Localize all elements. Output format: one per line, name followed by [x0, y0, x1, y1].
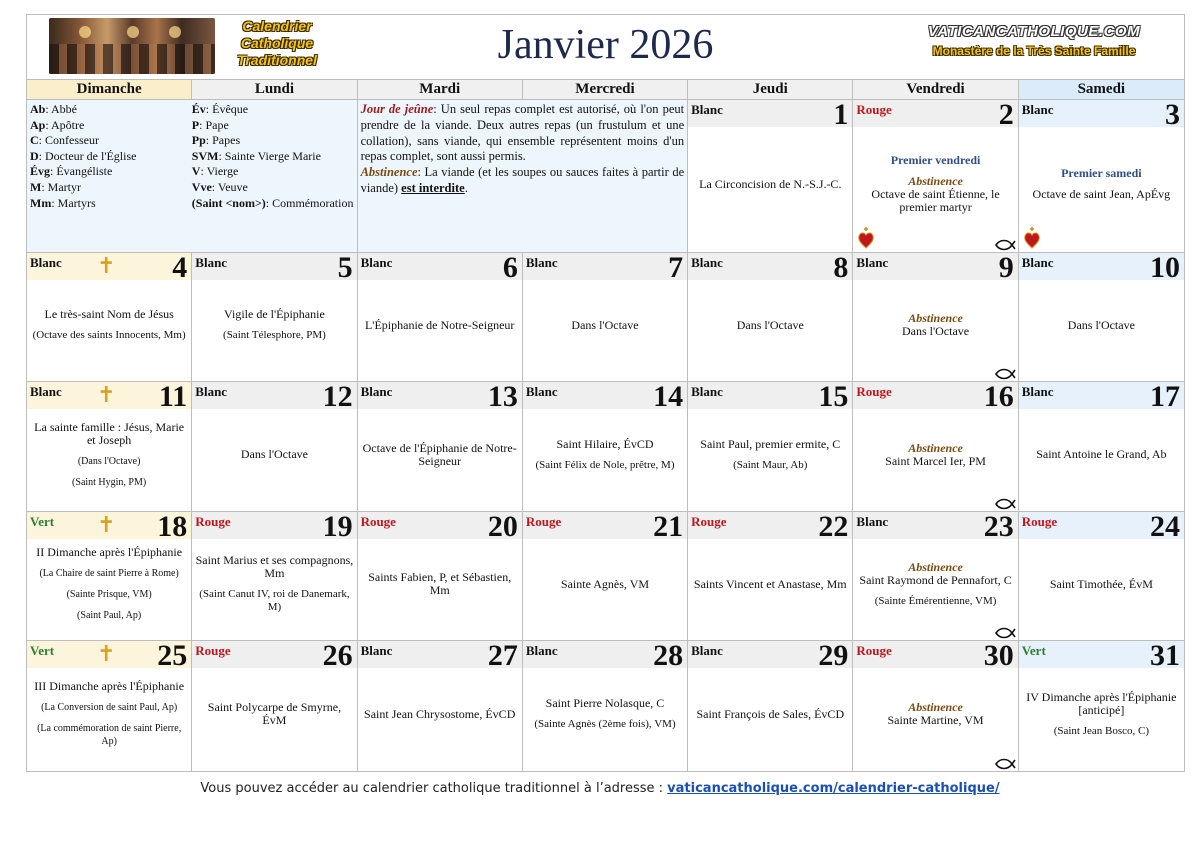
day-number: 16 [983, 382, 1014, 413]
day-cell[interactable] [27, 253, 192, 382]
special-day: Premier vendredi [890, 153, 981, 167]
abstinence-label: Abstinence [908, 440, 963, 455]
feast-block [855, 175, 1015, 214]
day-cell[interactable] [523, 641, 688, 771]
feast-name: Dans l'Octave [571, 317, 639, 332]
commemoration: (La Chaire de saint Pierre à Rome) [39, 568, 179, 579]
day-content [194, 542, 354, 626]
day-cell[interactable] [688, 382, 853, 512]
feast-name: La sainte famille : Jésus, Marie et Joseph [34, 419, 185, 447]
legend-meaning: : Évêque [205, 102, 249, 116]
liturgical-color: Rouge [691, 514, 727, 529]
day-content [690, 130, 850, 238]
feast-name: II Dimanche après l'Épiphanie [36, 545, 183, 559]
feast-block [888, 701, 984, 727]
day-number: 27 [487, 641, 518, 672]
day-number: 19 [322, 512, 353, 543]
day-cell[interactable] [192, 512, 357, 641]
liturgical-color: Blanc [360, 643, 393, 658]
legend-entry [30, 180, 192, 196]
legend-entry [192, 118, 354, 134]
feast-name: Saint Timothée, ÉvM [1049, 576, 1153, 591]
liturgical-color: Blanc [1021, 384, 1054, 399]
liturgical-color: Blanc [360, 384, 393, 399]
day-number: 7 [668, 253, 684, 284]
weekday-header: Vendredi [853, 80, 1018, 100]
footer-text: Vous pouvez accéder au calendrier catholique traditionnel à l’adresse : [200, 781, 668, 796]
day-number: 23 [983, 512, 1014, 543]
liturgical-color: Vert [1021, 643, 1046, 658]
day-cell[interactable] [192, 641, 357, 771]
legend-abbr: M [30, 179, 42, 194]
day-cell[interactable] [688, 253, 853, 382]
feast-name: Saint Pierre Nolasque, C [545, 696, 665, 710]
abstinence-forbidden: est interdite [401, 180, 465, 195]
day-cell[interactable] [358, 641, 523, 771]
feast-name: Vigile de l'Épiphanie [224, 307, 325, 321]
day-content [194, 671, 354, 757]
day-content [1021, 130, 1182, 238]
legend-meaning: : Vierge [200, 164, 239, 179]
feast-name: Saint François de Sales, ÉvCD [696, 706, 845, 721]
legend-entry [30, 196, 192, 212]
sacred-heart-icon [857, 227, 875, 249]
day-cell[interactable] [1019, 253, 1184, 382]
feast-name: III Dimanche après l'Épiphanie [34, 679, 185, 693]
feast-name: Saints Fabien, P, et Sébastien, Mm [368, 570, 512, 597]
day-cell[interactable] [523, 253, 688, 382]
legend-meaning: : Martyrs [51, 195, 96, 210]
day-content [29, 542, 189, 626]
day-number: 4 [172, 253, 188, 284]
day-cell[interactable] [1019, 641, 1184, 771]
fish-icon [994, 627, 1016, 639]
liturgical-color: Blanc [525, 643, 558, 658]
legend-abbr: C [30, 133, 39, 148]
abstinence-text: : La viande (et les soupes ou sauces faites à partir de viande) [360, 165, 685, 195]
liturgical-color: Blanc [525, 255, 558, 270]
liturgical-color: Blanc [856, 255, 889, 270]
day-content [525, 283, 685, 367]
fish-icon [994, 498, 1016, 510]
fasting-label: Jour de jeûne [360, 102, 434, 116]
fasting-rules: Jour de jeûne: Un seul repas complet est autorisé, où l'on peut prendre de la viande. Deux autres repas (un frustulum et une collation), sans viande, qui ensemble représentent moins d'un repas complet, sont aussi permis. Abstinence: La viande (et les soupes ou sauces faites à partir de viande) est interdite. [358, 100, 689, 253]
legend-entry [192, 149, 354, 165]
legend-meaning: : Abbé [45, 102, 78, 116]
day-cell[interactable] [1019, 382, 1184, 512]
feast-name: Saints Vincent et Anastase, Mm [693, 576, 847, 591]
day-number: 3 [1165, 100, 1180, 131]
day-content [360, 283, 520, 367]
feast-name: L'Épiphanie de Notre-Seigneur [364, 317, 515, 332]
day-content [1021, 412, 1182, 497]
day-content [855, 412, 1015, 497]
liturgical-color: Blanc [30, 255, 62, 270]
legend-abbr: (Saint <nom>) [191, 195, 266, 210]
day-cell[interactable] [358, 253, 523, 382]
special-day: Premier samedi [1061, 166, 1142, 180]
fish-icon [994, 368, 1016, 380]
liturgical-color: Blanc [30, 384, 62, 399]
day-cell[interactable] [1019, 512, 1184, 641]
liturgical-color: Rouge [856, 384, 892, 399]
legend-meaning: : Pape [199, 117, 229, 132]
feast-block [902, 312, 969, 338]
abstinence-label: Abstinence [908, 311, 963, 325]
legend-abbr: Vve [191, 179, 212, 194]
day-content [690, 283, 850, 367]
day-cell[interactable] [1019, 100, 1184, 253]
calendar-link[interactable]: vaticancatholique.com/calendrier-catholique/ [667, 781, 1000, 796]
day-content [855, 283, 1015, 367]
weekday-header: Jeudi [688, 80, 853, 100]
weekday-header: Mercredi [523, 80, 688, 100]
day-number: 12 [322, 382, 353, 413]
legend-entry [192, 164, 354, 180]
day-content [29, 283, 189, 367]
day-number: 5 [337, 253, 353, 284]
feast-name: Octave de saint Jean, ApÉvg [1032, 187, 1171, 201]
day-number: 11 [158, 382, 188, 413]
day-content [360, 671, 520, 757]
weekday-header: Mardi [358, 80, 523, 100]
liturgical-color: Rouge [856, 643, 892, 658]
day-cell[interactable] [192, 253, 357, 382]
liturgical-color: Rouge [360, 514, 396, 529]
liturgical-color: Blanc [525, 384, 558, 399]
day-content [690, 542, 850, 626]
legend-abbr: SVM [191, 148, 219, 163]
legend-abbr: Ap [30, 117, 46, 132]
legend-meaning: : Martyr [41, 179, 81, 194]
day-cell[interactable] [358, 382, 523, 512]
liturgical-color: Blanc [195, 255, 228, 270]
day-content [525, 542, 685, 626]
day-cell[interactable] [523, 382, 688, 512]
day-cell[interactable] [27, 641, 192, 771]
liturgical-color: Rouge [525, 514, 562, 529]
legend-abbr: P [191, 117, 200, 132]
legend-column-right [192, 102, 354, 250]
commemoration: (Saint Maur, Ab) [733, 458, 808, 471]
feast-name: IV Dimanche après l'Épiphanie [anticipé] [1026, 689, 1177, 717]
day-cell[interactable] [688, 100, 853, 253]
liturgical-color: Blanc [195, 384, 228, 399]
day-number: 21 [653, 512, 684, 543]
liturgical-color: Rouge [856, 102, 892, 117]
day-content [194, 412, 354, 497]
day-cell[interactable] [688, 512, 853, 641]
feast-name: Saint Marius et ses compagnons, Mm [195, 553, 354, 580]
site-name: VATICANCATHOLIQUE.COM [927, 23, 1141, 40]
legend-abbr: Évg [30, 164, 51, 179]
day-number: 25 [157, 641, 188, 672]
liturgical-color: Rouge [195, 514, 231, 529]
commemoration: (La commémoration de saint Pierre, Ap) [37, 723, 182, 747]
monastery-name: Monastère de la Très Sainte Famille [932, 44, 1136, 58]
liturgical-color: Blanc [691, 255, 723, 270]
cross-icon: ✝ [97, 641, 116, 666]
legend-abbr: Pp [191, 133, 206, 148]
commemoration: (Dans l'Octave) [77, 455, 141, 467]
feast-name: Dans l'Octave [736, 317, 804, 332]
commemoration: (Saint Télesphore, PM) [223, 329, 326, 341]
day-number: 24 [1150, 512, 1180, 543]
feast-name: Sainte Agnès, VM [560, 576, 650, 591]
feast-name: Octave de saint Étienne, le premier martyr [871, 187, 1000, 214]
day-cell[interactable] [688, 641, 853, 771]
abbreviation-legend [27, 100, 358, 253]
calendar-logo-text: Calendrier Catholique Traditionnel [237, 18, 317, 68]
legend-entry [192, 180, 354, 196]
legend-meaning: : Évangéliste [50, 164, 113, 179]
commemoration: (Saint Canut IV, roi de Danemark, M) [199, 588, 350, 613]
legend-entry [30, 133, 192, 149]
day-number: 15 [818, 382, 849, 413]
commemoration: (Saint Hygin, PM) [72, 476, 147, 488]
day-content [360, 412, 520, 497]
day-number: 2 [998, 100, 1014, 131]
day-cell[interactable] [27, 512, 192, 641]
feast-name: Le très-saint Nom de Jésus [44, 307, 174, 321]
liturgical-color: Vert [30, 514, 55, 529]
legend-meaning: : Confesseur [38, 133, 99, 148]
feast-name: Octave de l'Épiphanie de Notre-Seigneur [362, 440, 517, 468]
commemoration: (Sainte Agnès (2ème fois), VM) [534, 718, 676, 730]
day-number: 6 [502, 253, 518, 284]
liturgical-color: Blanc [1021, 102, 1054, 117]
day-content [29, 412, 189, 497]
weekday-header: Lundi [192, 80, 357, 100]
site-logo [900, 23, 1168, 58]
day-cell[interactable] [853, 512, 1018, 641]
legend-entry [30, 149, 192, 165]
footer [0, 781, 1200, 796]
weekday-header: Dimanche [27, 80, 192, 100]
feast-name: Saint Marcel Ier, PM [885, 453, 986, 468]
day-cell[interactable] [853, 100, 1018, 253]
fasting-text: : Un seul repas complet est autorisé, où l'on peut prendre de la viande. Deux autres repas (un frustulum et une collation), sans viande, qui ensemble représentent moins d'un repas complet, sont aussi permis. [360, 102, 685, 164]
legend-entry [30, 164, 192, 180]
day-content [1021, 542, 1182, 626]
day-content [29, 671, 189, 757]
legend-abbr: Mm [30, 195, 52, 210]
abstinence-label: Abstinence [908, 700, 963, 714]
day-number: 30 [983, 641, 1014, 672]
liturgical-color: Vert [30, 643, 55, 658]
liturgical-color: Blanc [691, 384, 723, 399]
day-content [525, 671, 685, 757]
feast-name: Sainte Martine, VM [887, 713, 984, 727]
cross-icon: ✝ [97, 253, 116, 278]
feast-name: Dans l'Octave [901, 324, 970, 338]
cross-icon: ✝ [97, 382, 116, 407]
legend-abbr: Ab [30, 102, 46, 116]
feast-name: La Circoncision de N.-S.J.-C. [699, 176, 842, 191]
legend-entry [192, 196, 354, 212]
day-content [360, 542, 520, 626]
commemoration: (Saint Paul, Ap) [77, 610, 142, 621]
day-number: 14 [653, 382, 684, 413]
fish-icon [994, 758, 1016, 770]
feast-name: Dans l'Octave [240, 447, 308, 461]
legend-meaning: : Commémoration [265, 195, 354, 210]
legend-abbr: Év [191, 102, 206, 116]
day-number: 1 [833, 100, 849, 131]
day-number: 31 [1150, 641, 1180, 672]
feast-block [859, 561, 1011, 587]
commemoration: (Octave des saints Innocents, Mm) [32, 329, 186, 341]
abstinence-label: Abstinence [908, 174, 963, 188]
day-cell[interactable] [358, 512, 523, 641]
month-title: Janvier 2026 [497, 22, 714, 68]
legend-meaning: : Docteur de l'Église [38, 148, 137, 163]
feast-name: Saint Paul, premier ermite, C [700, 436, 841, 451]
legend-entry [192, 102, 354, 118]
liturgical-color: Blanc [691, 102, 723, 117]
liturgical-color: Blanc [856, 514, 889, 529]
day-cell[interactable] [523, 512, 688, 641]
day-content [1021, 283, 1182, 367]
day-content [855, 130, 1015, 238]
commemoration: (Saint Jean Bosco, C) [1053, 724, 1150, 737]
liturgical-color: Blanc [360, 255, 393, 270]
legend-meaning: : Sainte Vierge Marie [218, 148, 321, 163]
calendar-page [26, 14, 1185, 772]
day-number: 28 [653, 641, 684, 672]
commemoration: (La Conversion de saint Paul, Ap) [41, 702, 178, 713]
day-number: 29 [818, 641, 849, 672]
day-number: 10 [1150, 253, 1180, 284]
legend-entry [192, 133, 354, 149]
legend-entry [30, 118, 192, 134]
calendar-grid [27, 80, 1184, 772]
calendar-header [27, 15, 1184, 80]
cross-icon: ✝ [97, 512, 116, 537]
feast-name: Saint Hilaire, ÉvCD [556, 436, 654, 451]
commemoration: (Sainte Émérentienne, VM) [874, 594, 997, 607]
day-number: 22 [818, 512, 849, 543]
liturgical-color: Blanc [1021, 255, 1054, 270]
weekday-header: Samedi [1019, 80, 1184, 100]
fish-icon [994, 239, 1016, 251]
feast-name: Saint Polycarpe de Smyrne, ÉvM [207, 700, 342, 727]
legend-entry [30, 102, 192, 118]
day-content [855, 671, 1015, 757]
abstinence-rule-label: Abstinence [360, 165, 418, 180]
feast-name: Saint Jean Chrysostome, ÉvCD [364, 706, 516, 721]
feast-name: Saint Raymond de Pennafort, C [859, 572, 1012, 587]
legend-meaning: : Papes [205, 133, 241, 148]
day-cell[interactable] [853, 641, 1018, 771]
day-content [525, 412, 685, 497]
legend-meaning: : Apôtre [45, 117, 85, 132]
day-number: 8 [833, 253, 849, 284]
feast-block [885, 442, 986, 468]
legend-meaning: : Veuve [211, 179, 248, 194]
feast-name: Saint Antoine le Grand, Ab [1036, 447, 1167, 461]
day-number: 17 [1150, 382, 1180, 413]
day-content [194, 283, 354, 367]
day-content [690, 671, 850, 757]
day-number: 13 [487, 382, 518, 413]
day-number: 9 [998, 253, 1014, 284]
day-cell[interactable] [27, 382, 192, 512]
liturgical-color: Blanc [691, 643, 723, 658]
day-content [690, 412, 850, 497]
day-number: 26 [322, 641, 353, 672]
abstinence-label: Abstinence [908, 559, 963, 574]
day-content [1021, 671, 1182, 757]
day-cell[interactable] [853, 253, 1018, 382]
feast-name: Dans l'Octave [1067, 317, 1135, 332]
day-number: 18 [157, 512, 188, 543]
day-cell[interactable] [192, 382, 357, 512]
liturgical-color: Rouge [1021, 514, 1058, 529]
sacred-heart-icon [1023, 227, 1041, 249]
liturgical-color: Rouge [195, 643, 231, 658]
commemoration: (Sainte Prisque, VM) [66, 589, 152, 600]
day-content [855, 542, 1015, 626]
commemoration: (Saint Félix de Nole, prêtre, M) [535, 458, 675, 471]
day-number: 20 [487, 512, 518, 543]
legend-column-left [30, 102, 192, 250]
legend-abbr: D [30, 148, 39, 163]
day-cell[interactable] [853, 382, 1018, 512]
legend-abbr: V [191, 164, 201, 179]
